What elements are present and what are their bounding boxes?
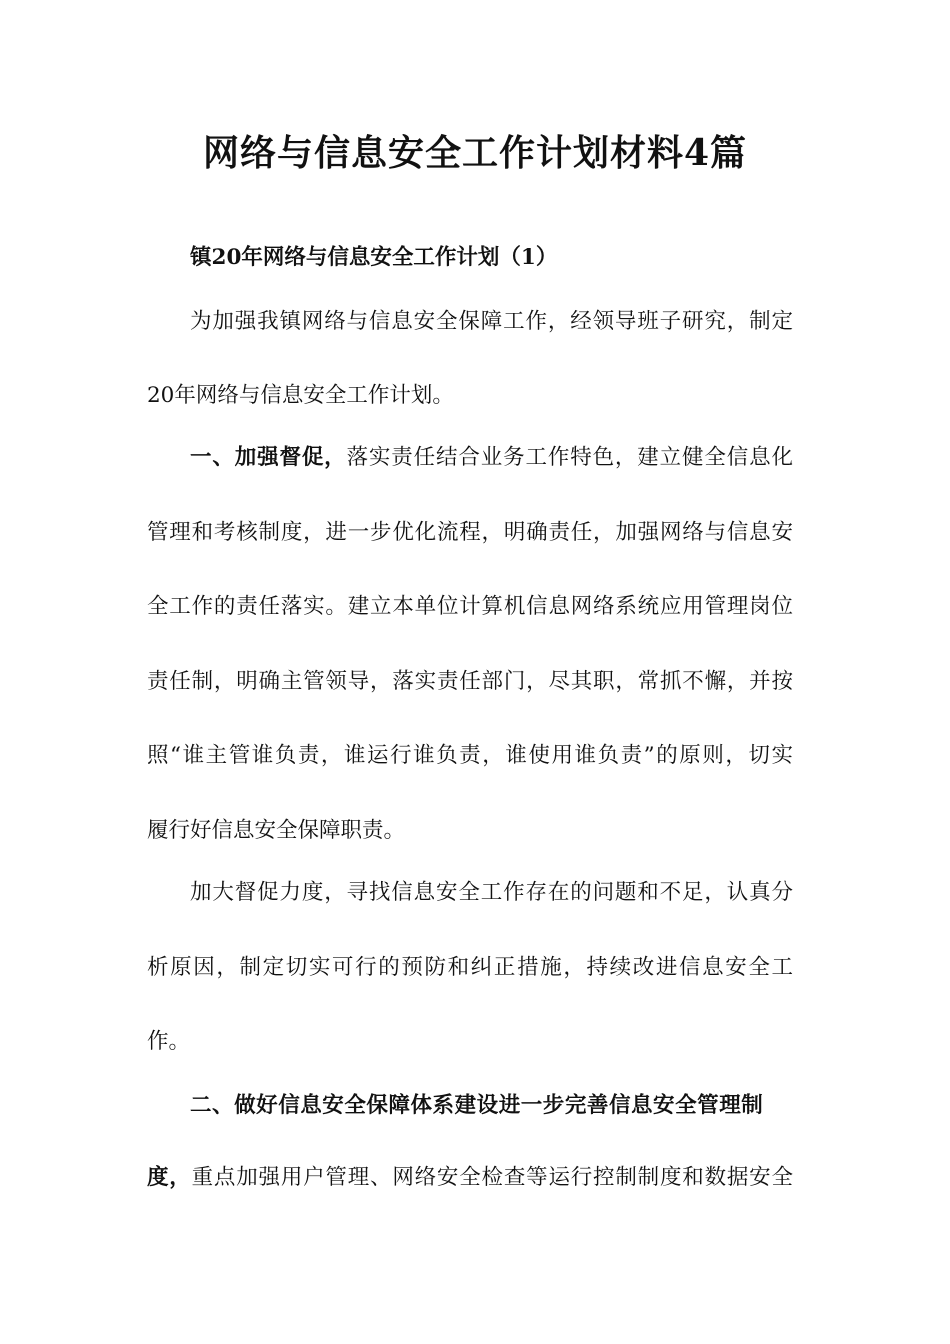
paragraph-line: 为加强我镇网络与信息安全保障工作，经领导班子研究，制定 (190, 309, 793, 334)
bold-lead: 度， (147, 1165, 192, 1190)
line-text: 重点加强用户管理、网络安全检查等运行控制制度和数据安全 (191, 1165, 793, 1190)
paragraph-line: 作。 (147, 1029, 191, 1054)
paragraph-line: 履行好信息安全保障职责。 (147, 818, 406, 843)
section-heading: 镇20年网络与信息安全工作计划（1） (190, 245, 558, 270)
paragraph-line: 全工作的责任落实。建立本单位计算机信息网络系统应用管理岗位 (147, 594, 793, 619)
paragraph-line (190, 443, 793, 473)
paragraph-line: 20年网络与信息安全工作计划。 (147, 383, 454, 408)
bold-lead: 一、加强督促， (190, 445, 347, 470)
line-text: 落实责任结合业务工作特色，建立健全信息化 (346, 445, 793, 470)
document-title: 网络与信息安全工作计划材料4篇 (202, 132, 748, 174)
paragraph-line: 加大督促力度，寻找信息安全工作存在的问题和不足，认真分 (190, 880, 793, 905)
section-heading: 二、做好信息安全保障体系建设进一步完善信息安全管理制 (190, 1093, 764, 1118)
paragraph-line: 责任制，明确主管领导，落实责任部门，尽其职，常抓不懈，并按 (147, 669, 793, 694)
paragraph-line: 析原因，制定切实可行的预防和纠正措施，持续改进信息安全工 (147, 955, 793, 980)
paragraph-line: 管理和考核制度，进一步优化流程，明确责任，加强网络与信息安 (147, 520, 793, 545)
paragraph-line: 照“谁主管谁负责，谁运行谁负责，谁使用谁负责”的原则，切实 (147, 743, 793, 768)
paragraph-line (147, 1163, 793, 1193)
